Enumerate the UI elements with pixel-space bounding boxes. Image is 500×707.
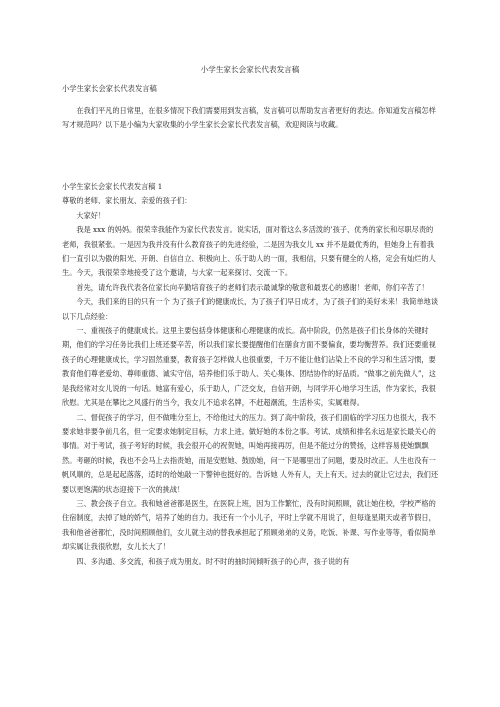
- body-paragraph: 四、多沟通、多交流，和孩子成为朋友。时不时的抽时间倾听孩子的心声，孩子说的有: [76, 556, 350, 566]
- body-paragraph: 首先，请允许我代表各位家长向辛勤培育孩子的老师们表示最诚挚的敬意和最衷心的感谢！老师，你们辛苦了！: [76, 282, 429, 292]
- body-paragraph: 一、重视孩子的健康成长。这里主要包括身体健康和心理健康的成长。高中阶段，仍然是孩子们长身体的关键时期，他们的学习任务比我们上班还要辛苦，所以我们家长要提醒他们在膳食方面不要偏食，要均衡营养。我们还要重视孩子的心理健康成长，学习固然重要，教育孩子怎样做人也很重要，千万不能让他们沾染上不良的学习和生活习惯，要教育他们尊老爱幼、尊师重德、诚实守信，培养他们乐于助人、关心集体、团结协作的好品质。“做事之前先做人”，这是我经常对女儿说的一句话。她富有爱心，乐于助人，广泛交友，自信开朗，与同学开心地学习生活，作为家长，我很欣慰。尤其是在攀比之风盛行的当今，我女儿不追求名牌，不赶超潮流，生活朴实，实属难得。: [62, 326, 436, 408]
- body-paragraph: 我是 xxx 的妈妈。很荣幸我能作为家长代表发言。说实话，面对着这么多活泼的’孩子、优秀的家长和尽职尽责的老师，我很紧张。一是因为我并没有什么教育孩子的先进经验，二是因为我女儿 xx 并不是最优秀的，但她身上有着我们一直引以为傲的阳光、开朗、自信自立、积极向上、乐于助人的一面，我相信，只要有健全的人格，定会有灿烂的人生。今天，我很荣幸地接受了这个邀请，与大家一起来探讨、交流一下。: [62, 225, 436, 278]
- body-paragraph: 三、教会孩子自立。我和她爸爸都是医生，在医院上班，因为工作繁忙，没有时间照顾，就让她住校，学校严格的住宿制度，去掉了她的娇气，培养了她的自力。我还有一个小儿子，平时上学就不用说了，但每逢星期天或者节假日，我和他爸爸都忙，没时间照顾他们，女儿就主动的替我承担起了照顾弟弟的义务，吃饭、补课、写作业等等，看似简单却实属让我很欣慰，女儿长大了！: [62, 498, 436, 552]
- salutation: 尊敬的老师、家长朋友、亲爱的孩子们：: [62, 196, 192, 206]
- body-paragraph: 二、督促孩子的学习，但不做唯分至上，不给他过大的压力。到了高中阶段，孩子们面临的学习压力也很大，我不要求她非要争前几名，但一定要求她制定目标，力求上进。做好她的本份之事。考试、成绩和排名永远是家长最关心的事情。对于考试，孩子考好的时候，我会很开心的祝贺她，叫她再接再厉，但是不能过分的赞扬，这样容易使她飘飘然。考砸的时候，我也不会马上去指责她，而是安慰她、鼓励她，问一下是哪里出了问题，要及时改正。人生也没有一帆风顺的，总是起起落落，适时的给她敲一下警钟也挺好的。告诉她 人外有人，天上有天。过去的就让它过去，我们还要以更饱满的状态迎接下一次的挑战！: [62, 412, 439, 494]
- document-subtitle: 小学生家长会家长代表发言稿: [62, 84, 157, 93]
- speech-section: [62, 180, 440, 569]
- section-title: 小学生家长会家长代表发言稿 1: [62, 182, 163, 191]
- greeting: 大家好！: [76, 210, 106, 220]
- document-title: 小学生家长会家长代表发言稿: [200, 65, 300, 74]
- body-paragraph: 今天，我们来的目的只有一个 为了孩子们的健康成长，为了孩子们早日成才，为了孩子们的美好未来！我简单地谈以下几点经验：: [62, 297, 439, 321]
- intro-paragraph: 在我们平凡的日常里，在很多情况下我们需要用到发言稿，发言稿可以帮助发言者更好的表达。你知道发言稿怎样写才规范吗？以下是小编为大家收集的小学生家长会家长代表发言稿，欢迎阅读与收藏。: [62, 106, 436, 130]
